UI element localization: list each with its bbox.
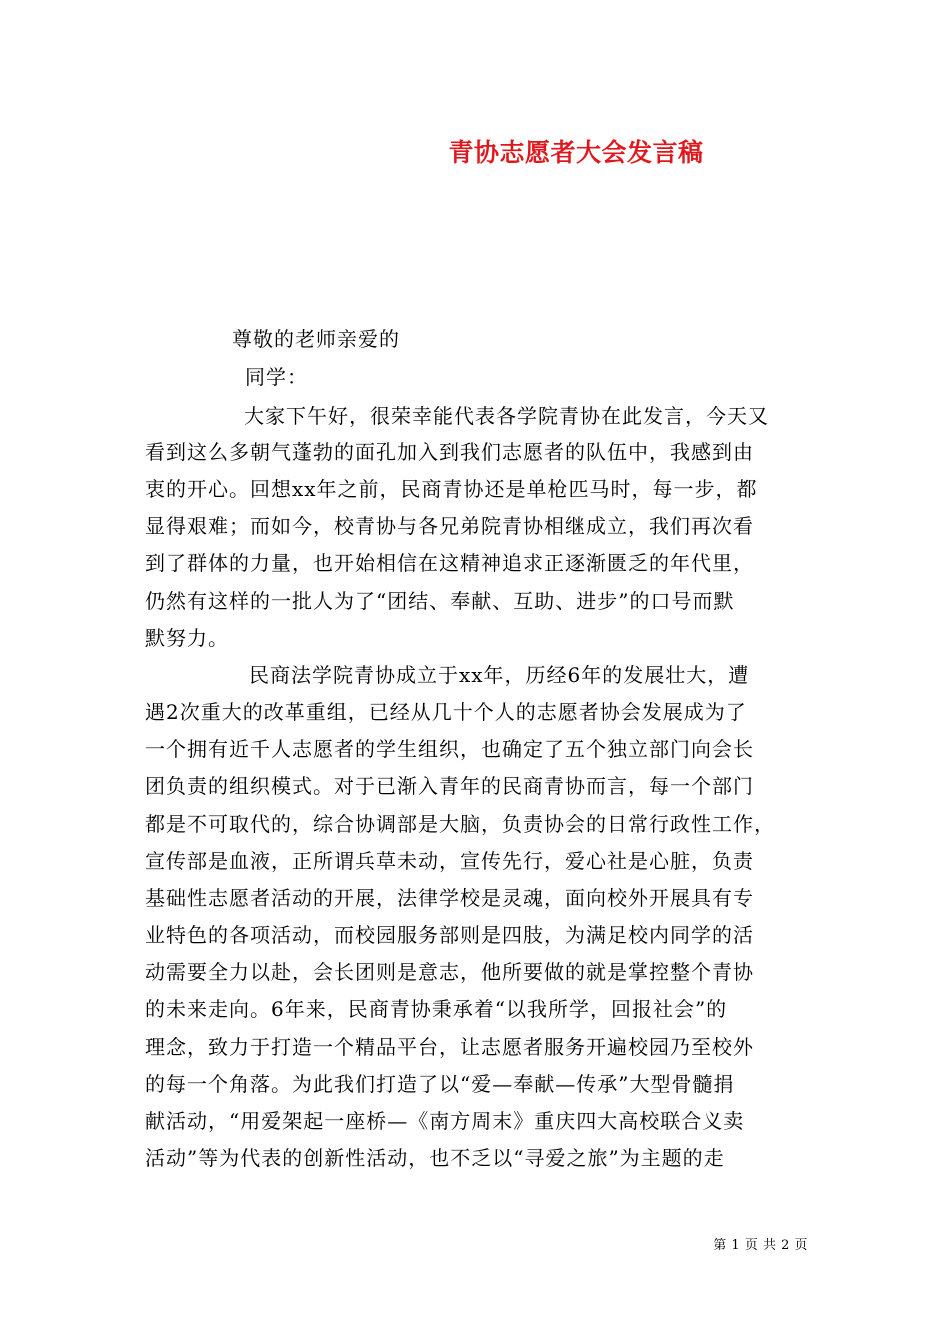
paragraph-1-line: 大家下午好，很荣幸能代表各学院青协在此发言，今天又 <box>244 404 769 428</box>
paragraph-2-line: 理念，致力于打造一个精品平台，让志愿者服务开遍校园乃至校外 <box>145 1035 754 1059</box>
paragraph-2-line: 的每一个角落。为此我们打造了以“爱—奉献—传承”大型骨髓捐 <box>145 1072 735 1096</box>
paragraph-2-line: 献活动，“用爱架起一座桥—《南方周末》重庆四大高校联合义卖 <box>145 1109 745 1133</box>
paragraph-2-line: 团负责的组织模式。对于已渐入青年的民商青协而言，每一个部门 <box>145 774 754 798</box>
document-title: 青协志愿者大会发言稿 <box>448 138 704 167</box>
paragraph-2-line: 宣传部是血液，正所谓兵草未动，宣传先行，爱心社是心脏，负责 <box>145 849 754 873</box>
paragraph-2-line: 遇2次重大的改革重组，已经从几十个人的志愿者协会发展成为了 <box>145 700 747 724</box>
paragraph-2-line: 业特色的各项活动，而校园服务部则是四肢，为满足校内同学的活 <box>145 923 754 947</box>
paragraph-2-line: 的未来走向。6年来，民商青协秉承着“以我所学，回报社会”的 <box>145 997 728 1021</box>
paragraph-1-line: 仍然有这样的一批人为了“团结、奉献、互助、进步”的口号而默 <box>145 589 735 613</box>
greeting-line-1: 尊敬的老师亲爱的 <box>232 327 400 351</box>
paragraph-1-line: 看到这么多朝气蓬勃的面孔加入到我们志愿者的队伍中，我感到由 <box>145 440 754 464</box>
paragraph-1-line: 衷的开心。回想xx年之前，民商青协还是单枪匹马时，每一步，都 <box>145 477 758 501</box>
paragraph-1-line: 显得艰难；而如今，校青协与各兄弟院青协相继成立，我们再次看 <box>145 514 754 538</box>
paragraph-2-line: 一个拥有近千人志愿者的学生组织，也确定了五个独立部门向会长 <box>145 737 754 761</box>
paragraph-2-line: 民商法学院青协成立于xx年，历经6年的发展壮大，遭 <box>249 663 750 687</box>
page-number-footer: 第 1 页 共 2 页 <box>713 1238 808 1253</box>
greeting-line-2: 同学： <box>245 365 308 389</box>
paragraph-2-line: 都是不可取代的，综合协调部是大脑，负责协会的日常行政性工作， <box>145 812 775 836</box>
paragraph-1-line: 默努力。 <box>145 626 229 650</box>
paragraph-2-line: 基础性志愿者活动的开展，法律学校是灵魂，面向校外开展具有专 <box>145 886 754 910</box>
paragraph-2-line: 动需要全力以赴，会长团则是意志，他所要做的就是掌控整个青协 <box>145 960 754 984</box>
paragraph-1-line: 到了群体的力量，也开始相信在这精神追求正逐渐匮乏的年代里， <box>145 551 754 575</box>
paragraph-2-line: 活动”等为代表的创新性活动，也不乏以“寻爱之旅”为主题的走 <box>145 1146 725 1170</box>
